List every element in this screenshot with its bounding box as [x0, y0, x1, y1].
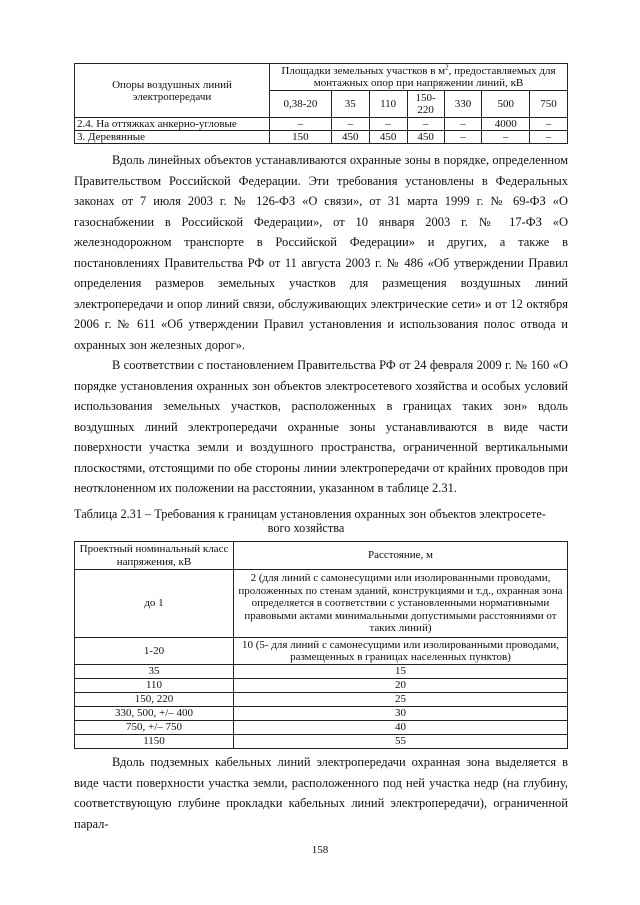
distance-cell: 25: [234, 693, 568, 707]
voltage-cell: 1150: [75, 735, 234, 749]
table-cell: –: [369, 118, 407, 131]
table-row: [75, 665, 568, 679]
table-row: [75, 735, 568, 749]
table-cell: –: [331, 118, 369, 131]
table-row: [75, 679, 568, 693]
body-text-lower: [74, 752, 568, 834]
table-row: [75, 131, 568, 144]
table-row: [75, 118, 568, 131]
distance-cell: 10 (5- для линий с самонесущими или изолированными проводами, размещенных в границах населенных пунктов): [234, 638, 568, 665]
table-cell: –: [482, 131, 530, 144]
page-number: 158: [311, 844, 329, 856]
voltage-class-header: Проектный номинальный класс напряжения, кВ: [75, 542, 234, 570]
table-caption: [74, 507, 568, 535]
body-text-upper: [74, 150, 568, 499]
zones-table-supports: [74, 63, 568, 144]
table-cell: 150: [270, 131, 332, 144]
paragraph: В соответствии с постановлением Правительства РФ от 24 февраля 2009 г. № 160 «О порядке установления охранных зон объектов электросетевого хозяйства и особых условий использования земельных участков, расположенных в границах таких зон» вдоль воздушных линий электропередачи охранные зоны устанавливаются в виде части поверхности участка земли и воздушного пространства, ограниченной вертикальными плоскостями, отстоящими по обе стороны линии электропередачи от крайних проводов при неотклоненном их положении на расстоянии, указанном в таблице 2.31.: [74, 358, 568, 495]
distance-cell: 15: [234, 665, 568, 679]
voltage-cell: до 1: [75, 570, 234, 638]
voltage-header: 750: [530, 91, 568, 118]
area-group-header: Площадки земельных участков в $м^2$, предоставляемых для монтажных опор при напряжении линий, кВ: [270, 64, 568, 91]
distance-cell: 30: [234, 707, 568, 721]
supports-header: Опоры воздушных линий электропередачи: [75, 64, 270, 118]
distance-cell: 40: [234, 721, 568, 735]
row-label: 3. Деревянные: [75, 131, 270, 144]
paragraph: Вдоль линейных объектов устанавливаются охранные зоны в порядке, определенном Правительством Российской Федерации. Эти требования установлены в Федеральных законах от 7 июля 2003 г. № 126-ФЗ «О связи», от 31 марта 1999 г. № 69-ФЗ «О газоснабжении в Российской Федерации», от 10 января 2003 г. № 17-ФЗ «О железнодорожном транспорте в Российской Федерации» и других, а также в постановлениях Правительства РФ от 11 августа 2003 г. № 486 «Об утверждении Правил определения размеров земельных участков для размещения воздушных линий электропередачи и опор линий связи, обслуживающих электрические сети» и от 12 октября 2006 г. № 611 «Об утверждении Правил установления и использования полос отвода и охранных зон железных дорог».: [74, 153, 568, 352]
table-row: [75, 570, 568, 638]
voltage-header: 0,38-20: [270, 91, 332, 118]
table-cell: –: [444, 118, 482, 131]
voltage-header: 110: [369, 91, 407, 118]
caption-line: вого хозяйства: [267, 521, 345, 535]
distance-cell: 55: [234, 735, 568, 749]
table-cell: –: [270, 118, 332, 131]
table-cell: –: [444, 131, 482, 144]
table-row: [75, 638, 568, 665]
table-cell: –: [407, 118, 444, 131]
voltage-cell: 750, +/– 750: [75, 721, 234, 735]
table-cell: –: [530, 131, 568, 144]
table-cell: 450: [331, 131, 369, 144]
table-cell: 450: [369, 131, 407, 144]
zones-table-distances: [74, 541, 568, 749]
voltage-header: 35: [331, 91, 369, 118]
table-row: [75, 693, 568, 707]
paragraph: Вдоль подземных кабельных линий электропередачи охранная зона выделяется в виде части поверхности участка земли, расположенного под ней участка недр (на глубину, соответствующую глубине прокладки кабельных линий электропередачи), ограниченной парал-: [74, 755, 568, 831]
table-cell: –: [530, 118, 568, 131]
table-cell: 4000: [482, 118, 530, 131]
voltage-cell: 150, 220: [75, 693, 234, 707]
voltage-cell: 110: [75, 679, 234, 693]
row-label: 2.4. На оттяжках анкерно-угловые: [75, 118, 270, 131]
caption-line: Таблица 2.31 – Требования к границам установления охранных зон объектов электросете-: [74, 507, 546, 521]
voltage-header: 330: [444, 91, 482, 118]
distance-cell: 2 (для линий с самонесущими или изолированными проводами, проложенных по стенам зданий, конструкциями и т.д., охранная зона определяется в соответствии с установленными нормативными правовыми актами минимальными допустимыми расстояниями от таких линий): [234, 570, 568, 638]
table-row: [75, 721, 568, 735]
voltage-header: 150-220: [407, 91, 444, 118]
voltage-cell: 35: [75, 665, 234, 679]
voltage-cell: 330, 500, +/– 400: [75, 707, 234, 721]
voltage-header: 500: [482, 91, 530, 118]
distance-cell: 20: [234, 679, 568, 693]
table-cell: 450: [407, 131, 444, 144]
distance-header: Расстояние, м: [234, 542, 568, 570]
voltage-cell: 1-20: [75, 638, 234, 665]
table-row: [75, 707, 568, 721]
